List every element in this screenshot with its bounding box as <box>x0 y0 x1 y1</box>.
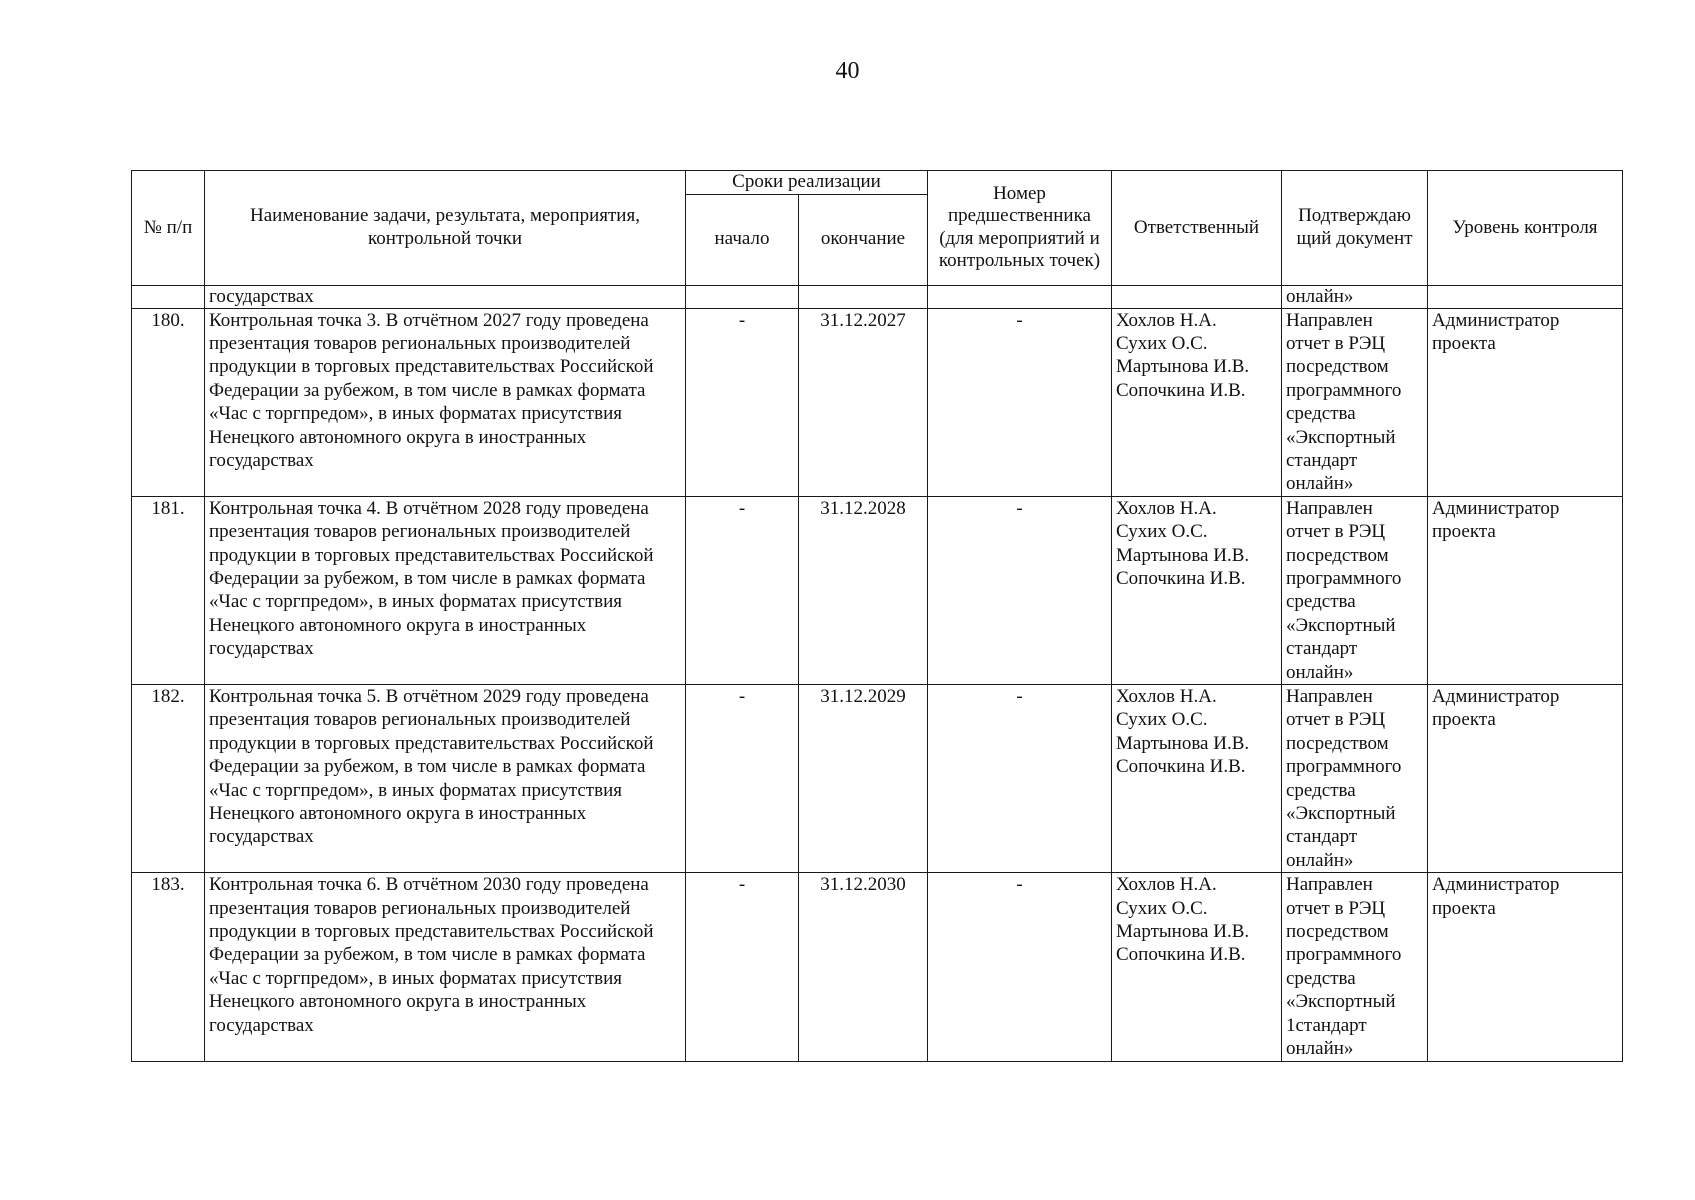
header-responsible: Ответственный <box>1112 171 1282 286</box>
cell-document: онлайн» <box>1282 285 1428 308</box>
cell-start: - <box>686 496 799 684</box>
cell-num: 180. <box>132 308 205 496</box>
cell-predecessor: - <box>928 873 1112 1061</box>
table-row <box>132 685 1623 873</box>
cell-control: Администратор проекта <box>1428 496 1623 684</box>
table-row <box>132 496 1623 684</box>
header-terms: Сроки реализации <box>686 171 928 195</box>
cell-control: Администратор проекта <box>1428 308 1623 496</box>
implementation-plan-table <box>131 170 1623 1062</box>
cell-predecessor: - <box>928 496 1112 684</box>
cell-control: Администратор проекта <box>1428 873 1623 1061</box>
cell-num: 182. <box>132 685 205 873</box>
cell-end: 31.12.2028 <box>799 496 928 684</box>
cell-num: 181. <box>132 496 205 684</box>
page-number: 40 <box>835 58 860 84</box>
cell-end: 31.12.2027 <box>799 308 928 496</box>
cell-document: Направлен отчет в РЭЦ посредством программного средства «Экспортный 1стандарт онлайн» <box>1282 873 1428 1061</box>
cell-responsible: Хохлов Н.А. Сухих О.С. Мартынова И.В. Сопочкина И.В. <box>1112 496 1282 684</box>
cell-predecessor: - <box>928 685 1112 873</box>
header-end: окончание <box>799 194 928 285</box>
cell-start: - <box>686 308 799 496</box>
cell-responsible: Хохлов Н.А. Сухих О.С. Мартынова И.В. Сопочкина И.В. <box>1112 873 1282 1061</box>
cell-start: - <box>686 685 799 873</box>
cell-num: 183. <box>132 873 205 1061</box>
cell-document: Направлен отчет в РЭЦ посредством программного средства «Экспортный стандарт онлайн» <box>1282 685 1428 873</box>
header-num: № п/п <box>132 171 205 286</box>
header-predecessor: Номер предшественника (для мероприятий и контрольных точек) <box>928 171 1112 286</box>
cell-document: Направлен отчет в РЭЦ посредством программного средства «Экспортный стандарт онлайн» <box>1282 308 1428 496</box>
cell-document: Направлен отчет в РЭЦ посредством программного средства «Экспортный стандарт онлайн» <box>1282 496 1428 684</box>
header-control: Уровень контроля <box>1428 171 1623 286</box>
table-header <box>132 171 1623 286</box>
cell-name: Контрольная точка 4. В отчётном 2028 году проведена презентация товаров региональных производителей продукции в торговых представительствах Российской Федерации за рубежом, в том числе в рамках формата «Час с торгпредом», в иных форматах присутствия Ненецкого автономного округа в иностранных государствах <box>205 496 686 684</box>
cell-responsible: Хохлов Н.А. Сухих О.С. Мартынова И.В. Сопочкина И.В. <box>1112 308 1282 496</box>
cell-responsible: Хохлов Н.А. Сухих О.С. Мартынова И.В. Сопочкина И.В. <box>1112 685 1282 873</box>
cell-end: 31.12.2029 <box>799 685 928 873</box>
cell-name: государствах <box>205 285 686 308</box>
header-start: начало <box>686 194 799 285</box>
header-document: Подтверждаю щий документ <box>1282 171 1428 286</box>
cell-control: Администратор проекта <box>1428 685 1623 873</box>
cell-name: Контрольная точка 5. В отчётном 2029 году проведена презентация товаров региональных производителей продукции в торговых представительствах Российской Федерации за рубежом, в том числе в рамках формата «Час с торгпредом», в иных форматах присутствия Ненецкого автономного округа в иностранных государствах <box>205 685 686 873</box>
continuation-row <box>132 285 1623 308</box>
cell-start: - <box>686 873 799 1061</box>
header-name: Наименование задачи, результата, мероприятия, контрольной точки <box>205 171 686 286</box>
cell-predecessor: - <box>928 308 1112 496</box>
table-row <box>132 308 1623 496</box>
cell-name: Контрольная точка 3. В отчётном 2027 году проведена презентация товаров региональных производителей продукции в торговых представительствах Российской Федерации за рубежом, в том числе в рамках формата «Час с торгпредом», в иных форматах присутствия Ненецкого автономного округа в иностранных государствах <box>205 308 686 496</box>
cell-end: 31.12.2030 <box>799 873 928 1061</box>
table-row <box>132 873 1623 1061</box>
cell-name: Контрольная точка 6. В отчётном 2030 году проведена презентация товаров региональных производителей продукции в торговых представительствах Российской Федерации за рубежом, в том числе в рамках формата «Час с торгпредом», в иных форматах присутствия Ненецкого автономного округа в иностранных государствах <box>205 873 686 1061</box>
